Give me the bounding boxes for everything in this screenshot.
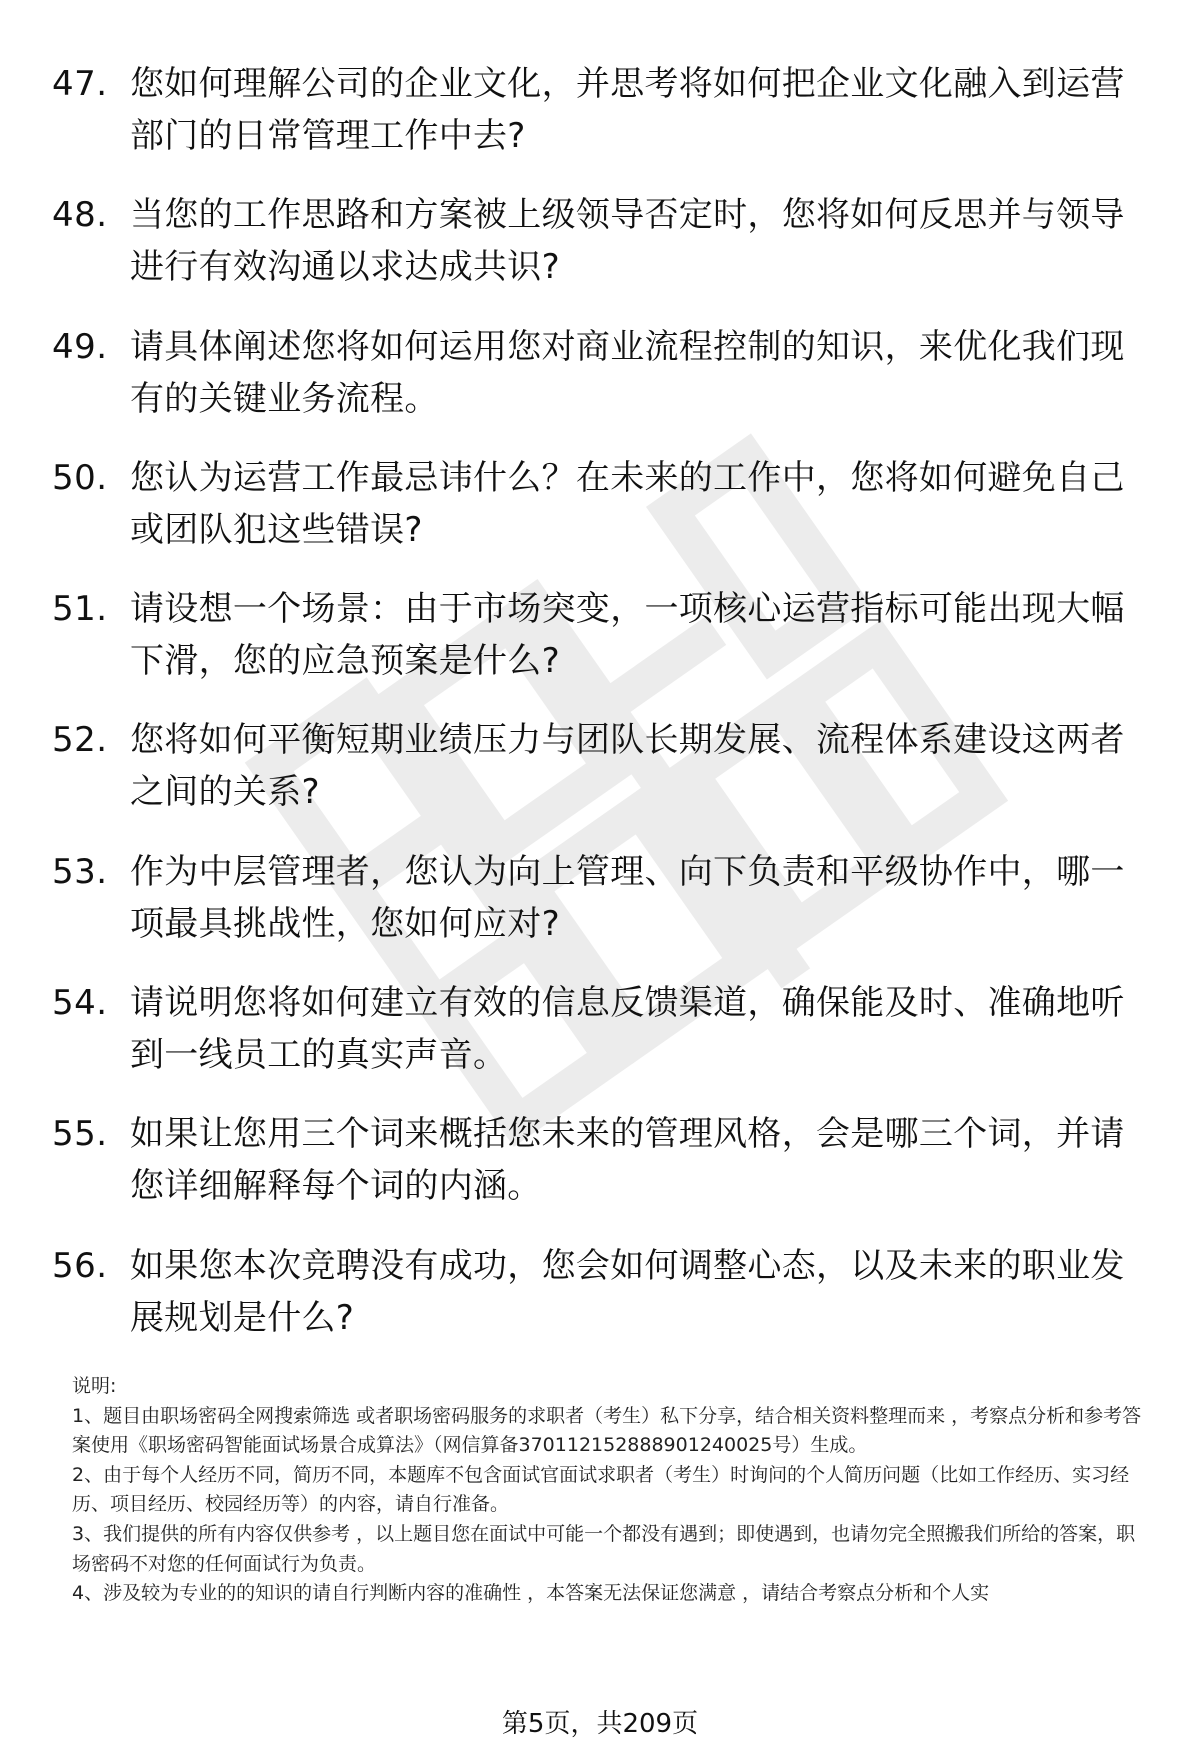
notes-heading: 说明: <box>72 1375 117 1397</box>
question-text: 当您的工作思路和方案被上级领导否定时，您将如何反思并与领导进行有效沟通以求达成共识? <box>130 195 1125 288</box>
question-text: 您将如何平衡短期业绩压力与团队长期发展、流程体系建设这两者之间的关系? <box>130 720 1125 813</box>
question-number: 55. <box>52 1114 108 1155</box>
question-number: 53. <box>52 851 108 892</box>
question-number: 49. <box>52 326 108 367</box>
question-item <box>52 977 1152 1108</box>
question-list <box>52 58 1152 1371</box>
note-item: 3、我们提供的所有内容仅供参考 ，以上题目您在面试中可能一个都没有遇到；即使遇到，也请勿完全照搬我们所给的答案，职场密码不对您的任何面试行为负责。 <box>72 1522 1136 1575</box>
question-text: 您如何理解公司的企业文化，并思考将如何把企业文化融入到运营部门的日常管理工作中去? <box>130 64 1125 156</box>
page-number: 第5页，共209页 <box>501 1709 699 1739</box>
note-item: 2、由于每个人经历不同，简历不同，本题库不包含面试官面试求职者（考生）时询问的个人简历问题（比如工作经历、实习经历、项目经历、校园经历等）的内容，请自行准备。 <box>72 1463 1130 1516</box>
question-item <box>52 321 1152 452</box>
question-text: 请说明您将如何建立有效的信息反馈渠道，确保能及时、准确地听到一线员工的真实声音。 <box>130 983 1125 1076</box>
question-number: 51. <box>52 589 108 630</box>
question-number: 54. <box>52 983 108 1024</box>
question-number: 52. <box>52 720 108 761</box>
question-number: 47. <box>52 64 108 104</box>
question-item <box>52 846 1152 977</box>
question-text: 您认为运营工作最忌讳什么？在未来的工作中，您将如何避免自己或团队犯这些错误? <box>130 457 1125 550</box>
note-item: 4、涉及较为专业的的知识的请自行判断内容的准确性 ，本答案无法保证您满意 ，请结合考察点分析和个人实 <box>72 1582 990 1605</box>
question-item <box>52 1108 1152 1239</box>
question-item <box>52 583 1152 714</box>
question-item <box>52 189 1152 320</box>
question-text: 作为中层管理者，您认为向上管理、向下负责和平级协作中，哪一项最具挑战性，您如何应对? <box>130 851 1125 944</box>
question-number: 50. <box>52 457 108 498</box>
question-text: 如果让您用三个词来概括您未来的管理风格，会是哪三个词，并请您详细解释每个词的内涵。 <box>130 1114 1125 1207</box>
question-text: 请设想一个场景：由于市场突变，一项核心运营指标可能出现大幅下滑，您的应急预案是什么? <box>130 589 1125 682</box>
note-item: 1、题目由职场密码全网搜索筛选 或者职场密码服务的求职者（考生）私下分享，结合相关资料整理而来 ，考察点分析和参考答案使用《职场密码智能面试场景合成算法》（网信算备370112152888901240025号）生成。 <box>72 1404 1142 1457</box>
notes-section <box>72 1372 1148 1609</box>
question-item <box>52 452 1152 583</box>
question-item <box>52 1240 1152 1371</box>
question-text: 如果您本次竞聘没有成功，您会如何调整心态，以及未来的职业发展规划是什么? <box>130 1245 1125 1338</box>
question-text: 请具体阐述您将如何运用您对商业流程控制的知识，来优化我们现有的关键业务流程。 <box>130 326 1125 419</box>
question-item <box>52 58 1152 189</box>
question-number: 48. <box>52 195 108 236</box>
question-number: 56. <box>52 1245 108 1286</box>
question-item <box>52 714 1152 845</box>
